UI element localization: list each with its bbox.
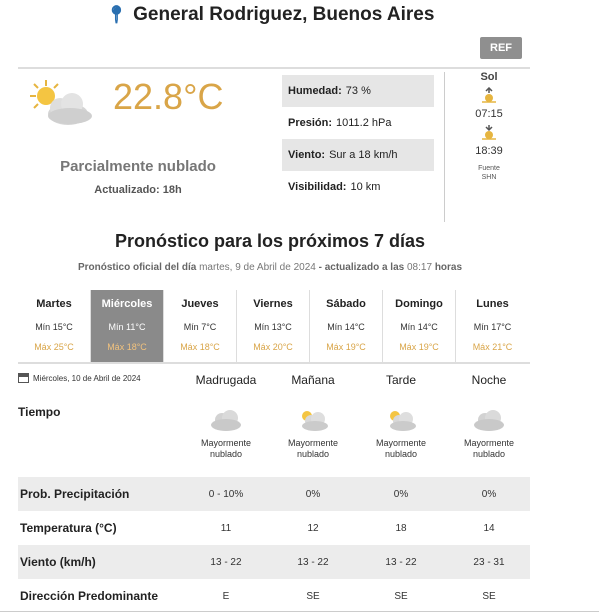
day-name: Miércoles bbox=[101, 298, 153, 310]
stat-wind bbox=[282, 139, 434, 171]
sun-title: Sol bbox=[480, 71, 498, 83]
day-min: Mín 7°C bbox=[183, 322, 217, 332]
detail-date-text: Miércoles, 10 de Abril de 2024 bbox=[33, 373, 141, 383]
row-value: 0% bbox=[481, 488, 497, 500]
stat-label: Visibilidad: bbox=[288, 181, 347, 193]
day-name: Sábado bbox=[326, 298, 366, 310]
row-value: 0% bbox=[305, 488, 321, 500]
row-value: 13 - 22 bbox=[297, 556, 329, 568]
day-min: Mín 13°C bbox=[254, 322, 292, 332]
day-min: Mín 14°C bbox=[400, 322, 438, 332]
partly-cloudy-icon bbox=[24, 78, 94, 128]
cloudy-icon bbox=[472, 408, 506, 432]
stat-label: Viento: bbox=[288, 149, 326, 161]
day-min: Mín 14°C bbox=[327, 322, 365, 332]
stat-value: 73 % bbox=[345, 85, 371, 97]
column-manana: Mañana bbox=[291, 373, 335, 387]
stat-value: 10 km bbox=[350, 181, 381, 193]
sunset-time: 18:39 bbox=[475, 145, 503, 157]
row-value: 11 bbox=[220, 522, 232, 534]
day-max: Máx 19°C bbox=[326, 342, 366, 352]
forecast-title: Pronóstico para los próximos 7 días bbox=[114, 231, 426, 251]
forecast-sub-prefix: Pronóstico oficial del día bbox=[77, 262, 197, 273]
day-tab-miercoles[interactable] bbox=[91, 290, 164, 362]
forecast-subtitle bbox=[0, 262, 540, 273]
day-name: Lunes bbox=[476, 298, 509, 310]
location-header bbox=[0, 4, 540, 26]
day-tab-jueves[interactable] bbox=[164, 290, 237, 362]
stat-pressure bbox=[282, 107, 434, 139]
divider bbox=[0, 611, 599, 612]
current-description: Parcialmente nublado bbox=[60, 158, 216, 175]
weather-desc: Mayormente nublado bbox=[200, 438, 252, 459]
stat-label: Presión: bbox=[288, 117, 333, 129]
row-value: 13 - 22 bbox=[210, 556, 242, 568]
row-value: SE bbox=[482, 590, 496, 602]
row-value: 0 - 10% bbox=[208, 488, 244, 500]
weather-cell bbox=[273, 408, 353, 460]
divider bbox=[18, 67, 530, 69]
calendar-icon bbox=[18, 373, 29, 383]
forecast-sub-suffix: horas bbox=[434, 262, 463, 273]
sunrise-icon bbox=[466, 87, 512, 107]
row-value: 12 bbox=[307, 522, 319, 534]
column-tarde: Tarde bbox=[385, 373, 417, 387]
column-noche: Noche bbox=[471, 373, 507, 387]
day-tab-sabado[interactable] bbox=[310, 290, 383, 362]
sun-source bbox=[466, 164, 512, 182]
forecast-sub-middle: - actualizado a las bbox=[318, 262, 405, 273]
row-label: Temperatura (°C) bbox=[20, 521, 117, 535]
current-updated bbox=[28, 184, 248, 196]
ref-button[interactable]: REF bbox=[480, 37, 522, 59]
row-label: Prob. Precipitación bbox=[20, 487, 130, 501]
cloudy-icon bbox=[209, 408, 243, 432]
location-pin-icon: 📍︎ bbox=[105, 5, 128, 24]
day-max: Máx 21°C bbox=[472, 342, 513, 352]
day-max: Máx 18°C bbox=[180, 342, 220, 352]
stat-visibility bbox=[282, 171, 434, 203]
day-max: Máx 25°C bbox=[34, 342, 74, 352]
partly-cloudy-icon bbox=[296, 408, 330, 432]
day-tabs bbox=[18, 290, 530, 364]
row-precipitation bbox=[18, 477, 530, 511]
divider bbox=[444, 72, 445, 222]
row-value: E bbox=[222, 590, 230, 602]
column-madrugada: Madrugada bbox=[195, 373, 257, 387]
row-value: SE bbox=[394, 590, 408, 602]
detail-date bbox=[18, 373, 141, 383]
updated-value: 18h bbox=[162, 184, 182, 196]
tiempo-label: Tiempo bbox=[18, 405, 61, 419]
forecast-sub-time: 08:17 bbox=[407, 262, 433, 273]
weather-cell bbox=[449, 408, 529, 460]
day-name: Jueves bbox=[181, 298, 219, 310]
sunrise-time: 07:15 bbox=[475, 108, 503, 120]
updated-label: Actualizado: bbox=[94, 184, 160, 196]
row-value: 14 bbox=[483, 522, 495, 534]
row-value: 0% bbox=[393, 488, 409, 500]
sun-panel bbox=[466, 71, 512, 182]
row-value: 23 - 31 bbox=[473, 556, 505, 568]
row-value: 18 bbox=[395, 522, 407, 534]
source-label: Fuente bbox=[478, 165, 500, 172]
day-name: Domingo bbox=[395, 298, 443, 310]
stat-label: Humedad: bbox=[288, 85, 342, 97]
row-direction bbox=[18, 579, 530, 613]
weather-desc: Mayormente nublado bbox=[287, 438, 339, 459]
day-max: Máx 18°C bbox=[107, 342, 147, 352]
stat-value: 1011.2 hPa bbox=[336, 117, 392, 129]
day-tab-lunes[interactable] bbox=[456, 290, 529, 362]
current-temperature: 22.8°C bbox=[113, 76, 224, 117]
row-value: SE bbox=[306, 590, 320, 602]
stat-humidity bbox=[282, 75, 434, 107]
sunset-icon bbox=[466, 124, 512, 144]
row-label: Viento (km/h) bbox=[20, 555, 96, 569]
day-min: Mín 17°C bbox=[473, 322, 512, 332]
stat-value: Sur a 18 km/h bbox=[329, 149, 398, 161]
day-name: Viernes bbox=[253, 298, 293, 310]
day-tab-viernes[interactable] bbox=[237, 290, 310, 362]
row-label: Dirección Predominante bbox=[20, 589, 159, 603]
weather-cell bbox=[186, 408, 266, 460]
day-max: Máx 20°C bbox=[253, 342, 293, 352]
day-tab-martes[interactable] bbox=[18, 290, 91, 362]
weather-desc: Mayormente nublado bbox=[375, 438, 427, 459]
row-wind bbox=[18, 545, 530, 579]
source-value: SHN bbox=[481, 174, 497, 181]
day-min: Mín 11°C bbox=[108, 322, 146, 332]
current-stats bbox=[282, 75, 434, 203]
partly-cloudy-icon bbox=[384, 408, 418, 432]
location-title: General Rodriguez, Buenos Aires bbox=[133, 4, 435, 25]
weather-cell bbox=[361, 408, 441, 460]
day-tab-domingo[interactable] bbox=[383, 290, 456, 362]
row-value: 13 - 22 bbox=[385, 556, 417, 568]
weather-desc: Mayormente nublado bbox=[463, 438, 515, 459]
day-min: Mín 15°C bbox=[35, 322, 73, 332]
day-max: Máx 19°C bbox=[399, 342, 439, 352]
row-temperature bbox=[18, 511, 530, 545]
forecast-sub-date: martes, 9 de Abril de 2024 bbox=[199, 262, 316, 273]
day-name: Martes bbox=[36, 298, 72, 310]
